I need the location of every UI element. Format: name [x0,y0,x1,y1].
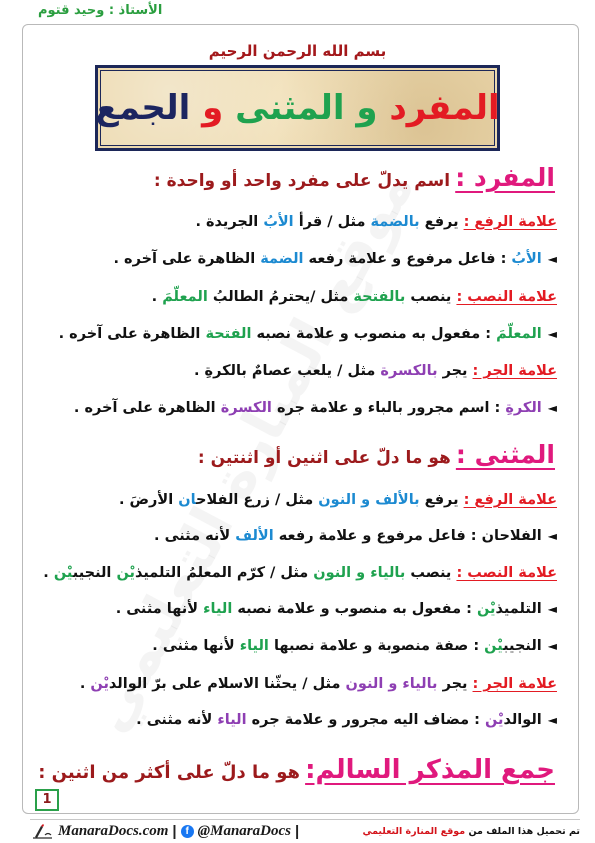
text-segment: التلميذ [495,601,542,617]
rule-label: علامة الرفع : [463,214,557,230]
footer-separator: | [172,822,177,840]
manara-logo-icon [32,823,54,839]
facebook-icon[interactable] [181,825,194,838]
highlighted-term: يْن [116,565,135,581]
text-segment: لأنه مثنى . [136,712,218,728]
highlighted-term: و [190,88,236,128]
highlighted-term: الكسرة [220,400,272,416]
text-segment: مثل / زرع الفلاح [196,492,319,508]
bullet-arrow-icon [548,602,557,616]
text-segment: الأرضَ . [118,492,179,508]
text-segment: : مفعول به منصوب و علامة نصبه [251,326,497,342]
highlighted-term: الياء [239,638,269,654]
section-definition: اسم يدلّ على مفرد واحد أو واحدة : [153,171,451,191]
section-heading-singular [154,160,555,196]
footer [32,822,580,840]
bullet-arrow-icon [548,529,557,543]
footer-download-note [303,826,580,837]
footer-separator: | [294,822,300,840]
text-segment: يجر [437,363,473,379]
text-segment: . [151,289,163,305]
highlighted-term: بالألف و النون [318,492,420,508]
text-segment: الوالد [503,712,542,728]
text-segment: ينصب [405,565,457,581]
text-segment: مثل / كرّم المعلمُ التلميذ [134,565,314,581]
highlighted-term: الكرةِ [505,400,542,416]
rule-line [43,559,557,587]
lesson-title-box [95,65,500,151]
highlighted-term: بالضمة [370,214,420,230]
bullet-arrow-icon [548,252,557,266]
footer-note-text: تم تحميل هذا الملف من [468,825,580,837]
rule-label: علامة النصب : [456,289,557,305]
section-term: المثنى : [455,440,555,469]
highlighted-term: الألف [235,528,274,544]
highlighted-term: الأبُ [263,214,294,230]
section-heading-dual [198,437,555,473]
text-segment: : مضاف اليه مجرور و علامة جره [246,712,485,728]
rule-line [195,208,557,236]
section-term: جمع المذكر السالم: [305,755,555,785]
text-segment: الظاهرة على آخره . [58,326,206,342]
text-segment: يرفع [419,214,464,230]
text-segment: ينصب [405,289,457,305]
highlighted-term: المفرد [389,88,500,128]
highlighted-term: يْن [53,565,73,581]
text-segment: يجر [437,676,473,692]
highlighted-term: الياء [203,601,233,617]
lesson-title [95,88,499,128]
footer-website-link[interactable]: ManaraDocs.com [58,822,169,839]
section-definition: هو ما دلّ على أكثر من اثنين : [38,762,300,783]
bullet-arrow-icon [548,713,557,727]
text-segment: لأنها مثنى . [115,601,204,617]
text-segment: : صفة منصوبة و علامة نصبها [268,638,485,654]
highlighted-term: يْن [476,601,496,617]
teacher-name: الأستاذ : وحيد قتوم [38,3,163,18]
bullet-arrow-icon [548,639,557,653]
rule-line [152,283,557,311]
section-heading-masculine-plural [38,752,555,788]
page-number: 1 [35,789,59,811]
text-segment: النجيب [72,565,117,581]
highlighted-term: الجمع [95,88,191,128]
highlighted-term: الأبُ [511,251,542,267]
text-segment: : فاعل مرفوع و علامة رفعه [303,251,512,267]
example-analysis-line [116,595,557,623]
example-analysis-line [154,522,557,550]
highlighted-term: يْن [90,676,109,692]
example-analysis-line [59,320,557,348]
basmala: بسم الله الرحمن الرحيم [208,42,387,60]
highlighted-term: بالياء و النون [345,676,438,692]
text-segment: يرفع [419,492,464,508]
footer-divider [30,819,580,820]
text-segment: الظاهرة على آخره . [73,400,221,416]
text-segment: : مفعول به منصوب و علامة نصبه [232,601,477,617]
bullet-arrow-icon [548,327,557,341]
rule-label: علامة الجر : [472,676,557,692]
example-analysis-line [74,394,557,422]
footer-facebook-handle[interactable]: @ManaraDocs [197,822,291,839]
section-term: المفرد : [455,163,555,192]
example-analysis-line [152,632,557,660]
highlighted-term: المعلّمَ [162,289,208,305]
highlighted-term: المثنى [235,88,345,128]
text-segment: : اسم مجرور بالباء و علامة جره [271,400,506,416]
text-segment: الفلاحان [481,528,542,544]
text-segment: . [79,676,91,692]
text-segment: مثل /يحترمُ الطالبُ [207,289,354,305]
rule-line [194,357,557,385]
highlighted-term: يْن [484,638,504,654]
highlighted-term: يْن [484,712,504,728]
highlighted-term: و [344,88,390,128]
highlighted-term: الضمة [260,251,304,267]
text-segment: . [43,565,54,581]
text-segment: لأنها مثنى . [152,638,240,654]
bullet-arrow-icon [548,401,557,415]
highlighted-term: الفتحة [205,326,252,342]
footer-site-name[interactable]: موقع المنارة التعليمي [362,825,466,837]
example-analysis-line [136,706,557,734]
text-segment: مثل / يحثّنا الاسلام على برّ الوالد [108,676,346,692]
highlighted-term: ان [178,492,197,508]
text-segment: : فاعل مرفوع و علامة رفعه [273,528,482,544]
highlighted-term: بالياء و النون [313,565,406,581]
rule-line [80,670,557,698]
text-segment: مثل / قرأ [293,214,371,230]
text-segment: لأنه مثنى . [154,528,236,544]
text-segment: الظاهرة على آخره . [113,251,261,267]
section-definition: هو ما دلّ على اثنين أو اثنتين : [197,448,451,468]
rule-label: علامة الجر : [472,363,557,379]
highlighted-term: بالفتحة [353,289,406,305]
example-analysis-line [113,245,557,273]
highlighted-term: المعلّمَ [496,326,542,342]
text-segment: النجيب [503,638,542,654]
rule-label: علامة النصب : [456,565,557,581]
rule-line [119,486,557,514]
rule-label: علامة الرفع : [463,492,557,508]
text-segment: مثل / يلعب عصامٌ بالكرةِ . [193,363,381,379]
highlighted-term: الياء [217,712,247,728]
text-segment: الجريدة . [195,214,264,230]
highlighted-term: بالكسرة [380,363,438,379]
